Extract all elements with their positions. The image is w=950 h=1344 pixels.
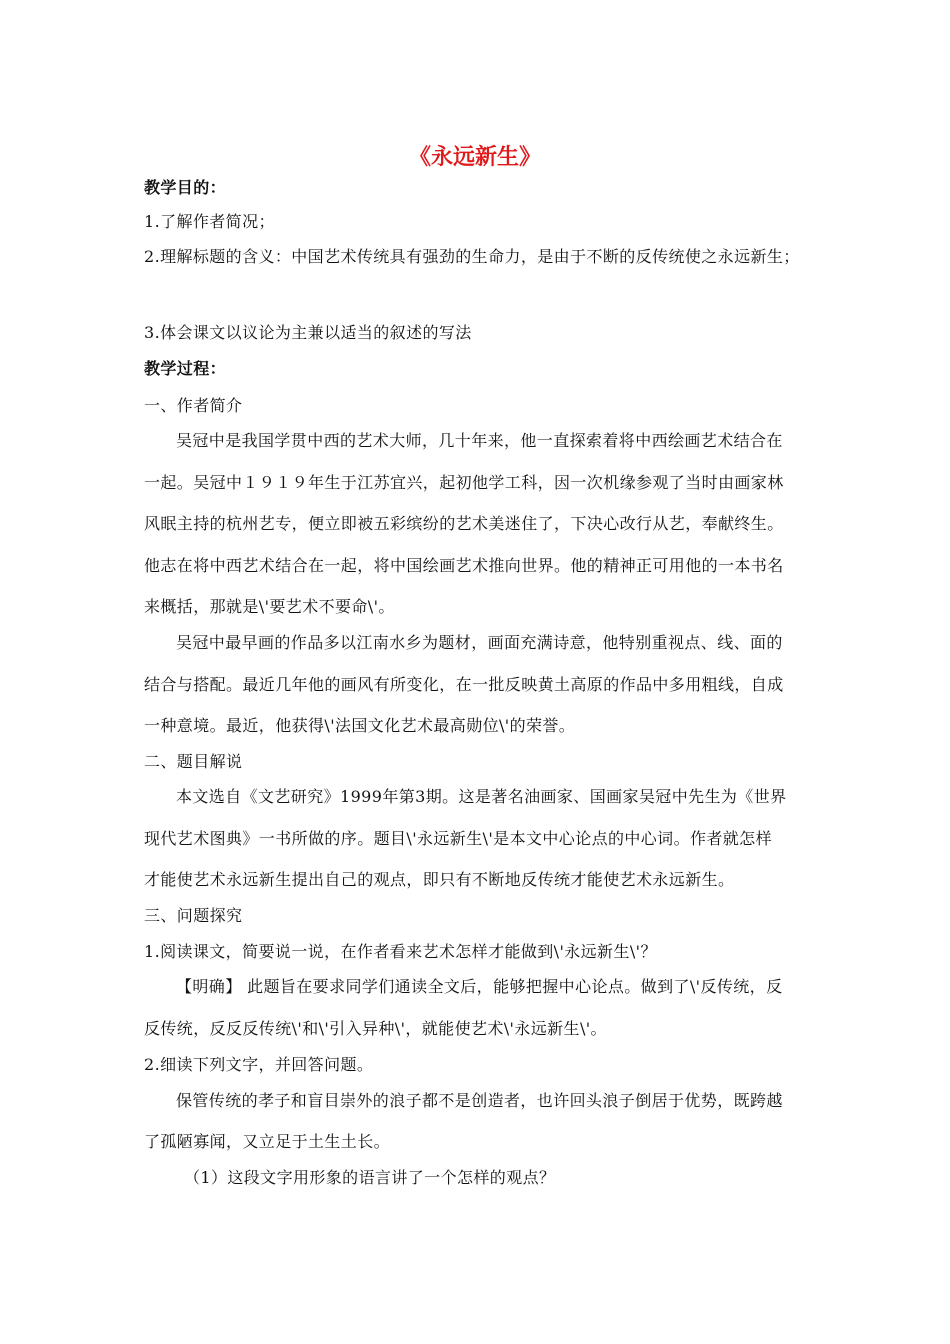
subsection-heading: 三、问题探究	[144, 906, 243, 925]
question-item: 2.细读下列文字，并回答问题。	[144, 1055, 374, 1074]
subsection-heading: 二、题目解说	[144, 752, 243, 771]
section-heading-process: 教学过程：	[144, 359, 227, 378]
paragraph-line: 一起。吴冠中１９１９年生于江苏宜兴，起初他学工科，因一次机缘参观了当时由画家林	[144, 473, 784, 492]
paragraph-line: 来概括，那就是\'要艺术不要命\'。	[144, 597, 395, 616]
paragraph-line: 风眠主持的杭州艺专，便立即被五彩缤纷的艺术美迷住了，下决心改行从艺，奉献终生。	[144, 514, 784, 533]
paragraph-line: 吴冠中是我国学贯中西的艺术大师，几十年来，他一直探索着将中西绘画艺术结合在	[176, 431, 783, 450]
paragraph-line: 本文选自《文艺研究》1999年第3期。这是著名油画家、国画家吴冠中先生为《世界	[176, 787, 787, 806]
answer-line: 【明确】 此题旨在要求同学们通读全文后，能够把握中心论点。做到了\'反传统，反	[176, 977, 783, 996]
paragraph-line: 结合与搭配。最近几年他的画风有所变化，在一批反映黄土高原的作品中多用粗线，自成	[144, 675, 784, 694]
paragraph-line: 吴冠中最早画的作品多以江南水乡为题材，画面充满诗意，他特别重视点、线、面的	[176, 633, 783, 652]
paragraph-line: 一种意境。最近，他获得\'法国文化艺术最高勋位\'的荣誉。	[144, 716, 576, 735]
section-heading-objectives: 教学目的：	[144, 178, 227, 197]
sub-question: （1）这段文字用形象的语言讲了一个怎样的观点？	[184, 1168, 556, 1187]
paragraph-line: 现代艺术图典》一书所做的序。题目\'永远新生\'是本文中心论点的中心词。作者就怎样	[144, 829, 772, 848]
quote-line: 了孤陋寡闻，又立足于土生土长。	[144, 1132, 391, 1151]
objective-item: 3.体会课文以议论为主兼以适当的叙述的写法	[144, 323, 472, 342]
question-item: 1.阅读课文，简要说一说，在作者看来艺术怎样才能做到\'永远新生\'？	[144, 942, 657, 961]
paragraph-line: 才能使艺术永远新生提出自己的观点，即只有不断地反传统才能使艺术永远新生。	[144, 870, 735, 889]
objective-item: 2.理解标题的含义：中国艺术传统具有强劲的生命力，是由于不断的反传统使之永远新生；	[144, 247, 800, 266]
objective-item: 1.了解作者简况；	[144, 212, 275, 231]
quote-line: 保管传统的孝子和盲目崇外的浪子都不是创造者，也许回头浪子倒居于优势，既跨越	[176, 1091, 783, 1110]
answer-line: 反传统，反反反传统\'和\'引入异种\'，就能使艺术\'永远新生\'。	[144, 1019, 607, 1038]
document-title: 《永远新生》	[408, 145, 541, 170]
paragraph-line: 他志在将中西艺术结合在一起，将中国绘画艺术推向世界。他的精神正可用他的一本书名	[144, 556, 784, 575]
subsection-heading: 一、作者简介	[144, 396, 243, 415]
